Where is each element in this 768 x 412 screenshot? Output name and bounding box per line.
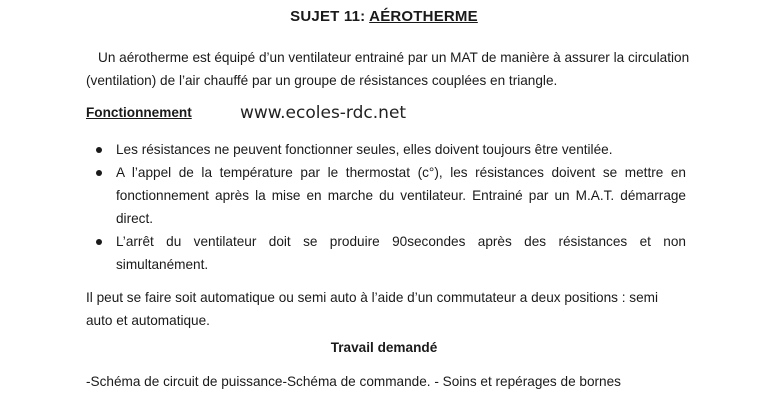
watermark-text: www.ecoles-rdc.net (240, 103, 407, 123)
title-subject: AÉROTHERME (369, 8, 478, 25)
list-item (86, 138, 686, 161)
list-item-text: A l’appel de la température par le thermostat (c°), les résistances doivent se mettre en fonctionnement après la mise en marche du ventilateur. Entrainé par un M.A.T. démarrage direct. (116, 165, 686, 226)
list-item (86, 230, 686, 276)
list-item (86, 161, 686, 230)
title-prefix: SUJET 11: (290, 8, 366, 25)
bullet-icon (96, 170, 102, 176)
bullet-icon (96, 239, 102, 245)
modes-paragraph: Il peut se faire soit automatique ou semi auto à l’aide d’un commutateur a deux positions : semi auto et automatique. (86, 290, 659, 328)
bullet-icon (96, 147, 102, 153)
list-item-text: L’arrêt du ventilateur doit se produire 90secondes après des résistances et non simultanément. (116, 234, 686, 272)
document-title (0, 8, 768, 25)
deliverables-line: -Schéma de circuit de puissance-Schéma de commande. - Soins et repérages de bornes (86, 374, 621, 389)
list-item-text: Les résistances ne peuvent fonctionner seules, elles doivent toujours être ventilée. (116, 142, 613, 157)
work-heading: Travail demandé (330, 340, 438, 355)
section-heading-fonctionnement: Fonctionnement (86, 105, 192, 120)
intro-paragraph: Un aérotherme est équipé d’un ventilateur entrainé par un MAT de manière à assurer la circulation (ventilation) de l’air chauffé par un groupe de résistances couplées en triangle. (86, 50, 690, 88)
operating-rules-list (86, 138, 686, 276)
